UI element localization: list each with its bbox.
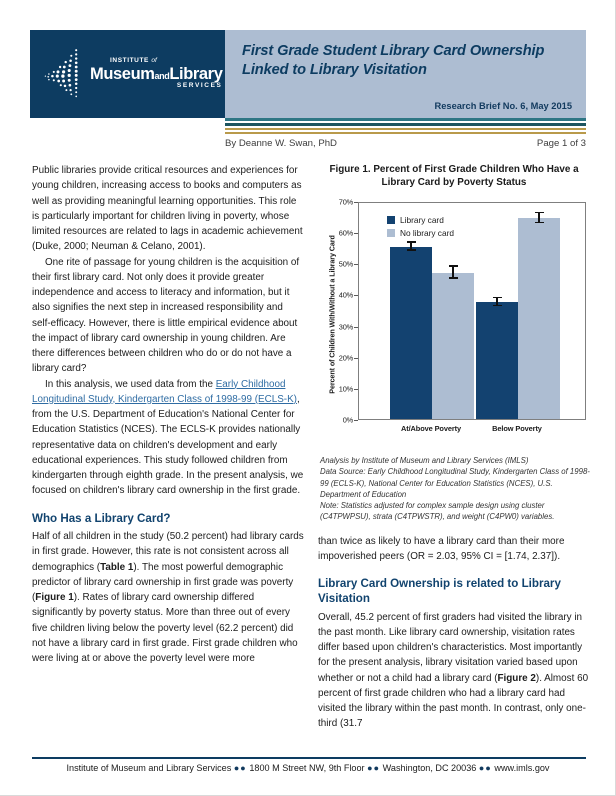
footer-separator-1: ●● [233, 763, 247, 773]
figure-1-title-line-2: Library Card by Poverty Status [381, 177, 527, 189]
errorcap-top-atabove-library-card [407, 241, 416, 242]
chart-plot-area [358, 202, 586, 420]
para4-part-c: ). The most powerful demographic predictor of library card ownership in first grade was poverty ( [32, 561, 294, 604]
table-1-reference: Table 1 [100, 561, 134, 573]
chart-legend [387, 215, 454, 241]
figure-1-title-line-1: Figure 1. Percent of First Grade Children Who Have a [329, 164, 579, 175]
logo-institute-text: INSTITUTE of [110, 57, 157, 65]
paragraph-3 [32, 377, 304, 499]
footer-separator-3: ●● [478, 763, 492, 773]
y-tick-40: 40% [338, 290, 353, 300]
errorcap-top-atabove-no-library-card [449, 265, 458, 266]
para6-part-c: ). Almost 60 percent of first grade children who had a library card had visited the library within the past month. In contrast, only one-third (31.7 [318, 672, 589, 730]
brief-number: Research Brief No. 6, May 2015 [434, 101, 572, 111]
errorcap-top-below-library-card [493, 297, 502, 298]
bar-atabove-no-library-card [432, 273, 474, 419]
starburst-icon [44, 43, 86, 105]
para3-text-after: , from the U.S. Department of Education's National Center for Education Statistics (NCES). The ECLS-K provides nationally representative data on children's development and early educational experiences. This study followed children from kindergarten through eighth grade. In the present analysis, we focused on children's library card ownership in the first grade. [32, 393, 304, 497]
figure-1-title [318, 163, 590, 190]
footer-org: Institute of Museum and Library Services [66, 763, 232, 773]
paragraph-5: than twice as likely to have a library card than their more impoverished peers (OR = 2.03, 95% CI = [1.74, 2.37]). [318, 535, 565, 562]
errorcap-bottom-atabove-library-card [407, 249, 416, 250]
bar-below-no-library-card [518, 218, 560, 419]
legend-label-no-library-card: No library card [400, 227, 454, 238]
y-tick-50: 50% [338, 259, 353, 269]
x-label-below-poverty: Below Poverty [492, 423, 542, 433]
bar-atabove-library-card [390, 247, 432, 419]
heading-library-card-visitation: Library Card Ownership is related to Library Visitation [318, 577, 561, 605]
bar-below-library-card [476, 302, 518, 419]
note-datasource-line: Data Source: Early Childhood Longitudinal Study, Kindergarten Class of 1998-99 (ECLS-K), National Center for Education Statistics (NCES), U.S. Department of Education [320, 467, 590, 499]
y-tick-20: 20% [338, 353, 353, 363]
para6-part-a: Overall, 45.2 percent of first graders had visited the library in the past month. Like library card ownership, visitation rates differ based upon children's characteristics. Most importantly for the present analysis, library visitation varied based upon whether or not a child had a library card ( [318, 611, 583, 684]
paragraph-6 [318, 610, 590, 732]
errorcap-bottom-atabove-no-library-card [449, 277, 458, 278]
footer-address: 1800 M Street NW, 9th Floor [249, 763, 365, 773]
para4-part-e: ). Rates of library card ownership differed significantly by poverty status. More than three out of every five children living below the poverty level (62.2 percent) did not have a library card in first grade. First grade children who were living at or above the poverty level were more [32, 592, 298, 665]
errorcap-bottom-below-no-library-card [535, 222, 544, 223]
logo-services-text: SERVICES [176, 82, 223, 90]
note-statistics-line: Note: Statistics adjusted for complex sample design using cluster (C4TPWPSU), strata (C4TPWSTR), and weight (C4PW0) variables. [320, 501, 555, 522]
para3-text-before: In this analysis, we used data from the [45, 378, 216, 390]
chart-x-axis-labels [358, 424, 586, 440]
logo-main-text: MuseumandLibrary [90, 64, 223, 83]
y-tick-10: 10% [338, 384, 353, 394]
footer-divider [32, 757, 586, 759]
errorcap-bottom-below-library-card [493, 305, 502, 306]
right-column [318, 163, 590, 732]
byline-row [225, 138, 586, 149]
x-label-atabove-poverty: At/Above Poverty [400, 423, 462, 433]
legend-label-library-card: Library card [400, 214, 444, 225]
note-analysis-line: Analysis by Institute of Museum and Library Services (IMLS) [320, 455, 529, 465]
paragraph-2: One rite of passage for young children is the acquisition of their first library card. Not only does it provide greater independence and access to literacy and information, but it also signifies the next step in increased responsibility and self-efficacy. However, there is little empirical evidence about the impact of library card ownership in young children. Are there differences between children who do or do not have a library card? [32, 256, 300, 375]
errorcap-top-below-no-library-card [535, 212, 544, 213]
page-number: Page 1 of 3 [536, 138, 586, 149]
footer-website: www.imls.gov [494, 763, 550, 773]
left-column [32, 163, 304, 666]
paragraph-1: Public libraries provide critical resources and experiences for young children, increasing access to books and computers as well as providing meaningful learning opportunities. This role is particularly important for children living in poverty, whose limited resources are related to lags in academic achievement (Duke, 2000; Neuman & Celano, 2001). [32, 165, 303, 253]
y-tick-0: 0% [342, 415, 353, 425]
title-panel [225, 30, 586, 118]
legend-swatch-no-library-card [387, 229, 395, 237]
y-tick-30: 30% [338, 322, 353, 332]
paragraph-4 [32, 529, 304, 666]
imls-logo-panel [30, 30, 225, 118]
figure-2-reference: Figure 2 [497, 672, 536, 684]
document-header [30, 30, 586, 118]
figure-1-reference: Figure 1 [35, 592, 74, 604]
legend-item-library-card [387, 215, 454, 225]
y-tick-70: 70% [338, 197, 353, 207]
page-title: First Grade Student Library Card Ownership Linked to Library Visitation [242, 43, 545, 79]
para4-part-a: Half of all children in the study (50.2 percent) had library cards in first grade. However, this rate is not consistent across all demographics ( [32, 531, 304, 573]
legend-swatch-library-card [387, 216, 395, 224]
figure-1-bar-chart [318, 196, 590, 446]
footer-contact-line [0, 763, 616, 773]
chart-y-axis [318, 197, 358, 425]
footer-city: Washington, DC 20036 [382, 763, 477, 773]
legend-item-no-library-card [387, 228, 454, 238]
ecls-k-link[interactable]: Early Childhood Longitudinal Study, Kindergarten Class of 1998-99 (ECLS-K) [32, 378, 297, 405]
author-name: By Deanne W. Swan, PhD [225, 138, 337, 149]
heading-who-has-library-card: Who Has a Library Card? [32, 511, 171, 525]
figure-1-source-note [320, 455, 590, 523]
y-tick-60: 60% [338, 228, 353, 238]
y-axis-label: Percent of Children With/Without a Library Card [327, 235, 337, 394]
decorative-stripes [225, 118, 586, 134]
footer-separator-2: ●● [367, 763, 381, 773]
